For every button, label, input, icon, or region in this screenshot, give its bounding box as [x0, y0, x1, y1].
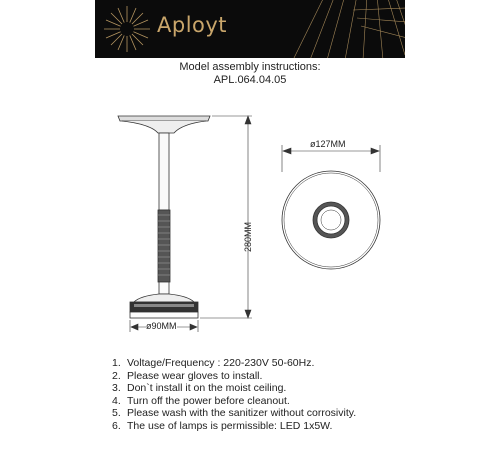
page-title: Model assembly instructions: — [179, 61, 321, 73]
list-item: 3. Don`t install it on the moist ceiling. — [112, 382, 287, 394]
list-item: 4. Turn off the power before cleanout. — [112, 394, 290, 407]
side-view — [118, 116, 210, 318]
base-diameter-label: ø90MM — [146, 321, 177, 331]
instruction-list — [112, 357, 356, 432]
top-view — [282, 171, 380, 269]
brand-name: Aployt — [157, 13, 228, 37]
model-number: APL.064.04.05 — [213, 74, 287, 86]
height-label — [243, 222, 253, 252]
list-item: 1. Voltage/Frequency : 220-230V 50-60Hz. — [112, 357, 315, 369]
list-item: 2. Please wear gloves to install. — [112, 369, 263, 382]
list-item: 6. The use of lamps is permissible: LED 1x5W. — [112, 419, 333, 432]
height-value: 280MM — [243, 221, 253, 252]
top-diameter-label: ø127MM — [310, 139, 346, 149]
list-item: 5. Please wash with the sanitizer without corrosivity. — [112, 407, 357, 419]
